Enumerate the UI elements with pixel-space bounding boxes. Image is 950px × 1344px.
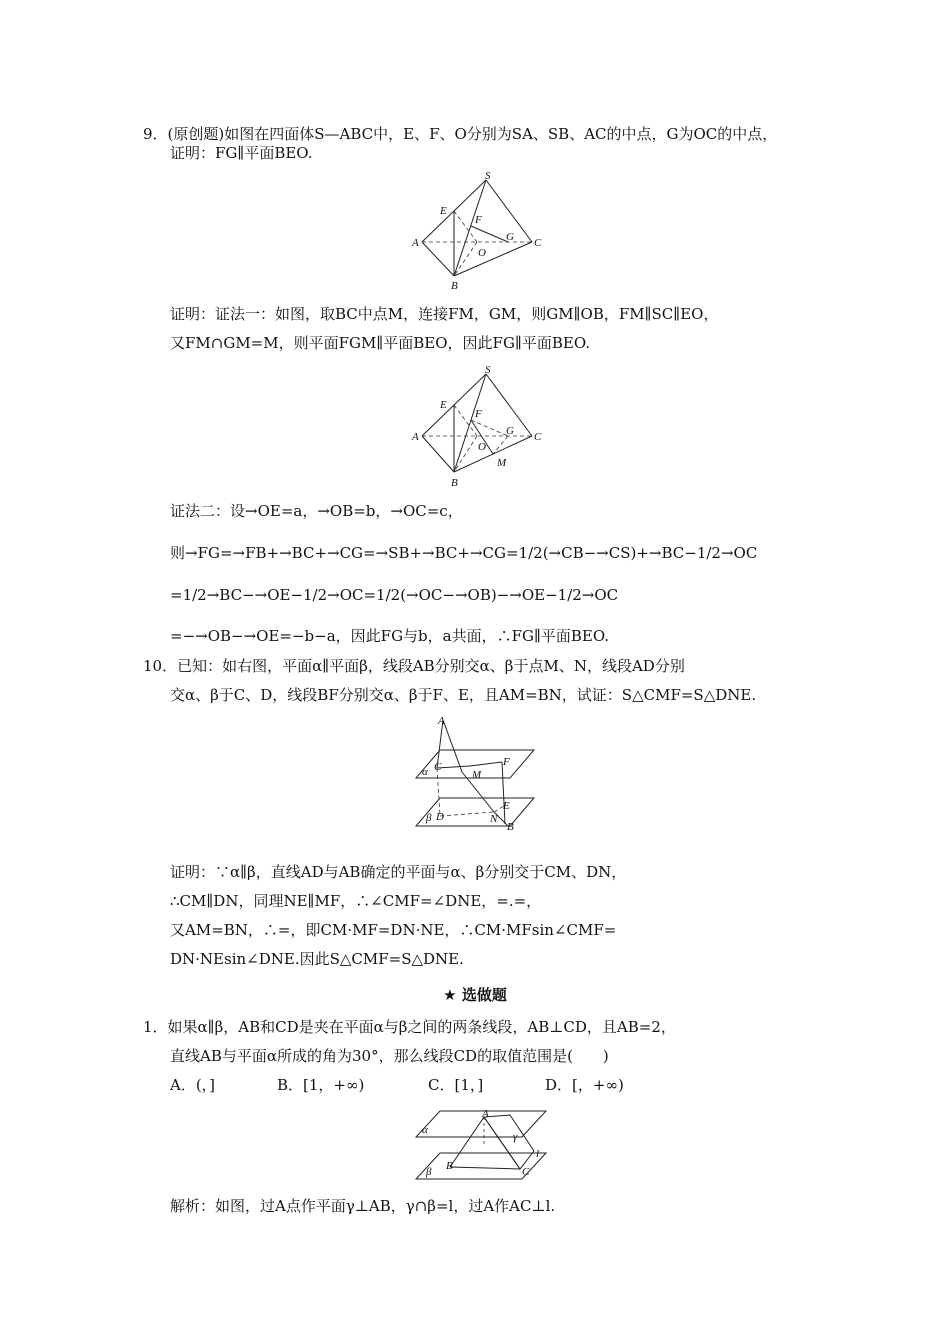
x1-statement-line2: 直线AB与平面α所成的角为30°，那么线段CD的取值范围是( )	[170, 1047, 609, 1065]
figx1-label-B: B	[446, 1160, 453, 1172]
fig10-label-A: A	[438, 715, 445, 727]
fig1-label-B: B	[451, 280, 458, 292]
fig2-label-O: O	[478, 441, 486, 453]
fig10-label-D: D	[436, 811, 444, 823]
q9-proof1-line1: 证明：证法一：如图，取BC中点M，连接FM，GM，则GM∥OB，FM∥SC∥EO，	[170, 305, 719, 323]
figx1-label-beta: β	[426, 1166, 432, 1178]
q9-tetrahedron-figure-with-M	[405, 362, 555, 490]
figx1-label-gamma: γ	[513, 1131, 518, 1143]
fig1-label-E: E	[440, 205, 447, 217]
q9-tetrahedron-figure	[405, 168, 555, 293]
q9-proof2-line3: =1/2→BC−→OE−1/2→OC=1/2(→OC−→OB)−→OE−1/2→OC	[170, 586, 619, 604]
q10-statement-line1: 10．已知：如右图，平面α∥平面β，线段AB分别交α、β于点M、N，线段AD分别	[143, 657, 685, 675]
q10-proof-line3: 又AM=BN，∴=，即CM·MF=DN·NE，∴CM·MFsin∠CMF=	[170, 921, 617, 939]
q10-proof-line1: 证明：∵α∥β，直线AD与AB确定的平面与α、β分别交于CM、DN，	[170, 863, 627, 881]
fig2-label-C: C	[534, 431, 542, 443]
x1-option-d: D．[，+∞)	[545, 1076, 624, 1094]
fig10-label-B: B	[507, 821, 514, 830]
q9-statement-line2: 证明：FG∥平面BEO.	[170, 144, 313, 162]
q9-statement-line1: 9．(原创题)如图在四面体S—ABC中，E、F、O分别为SA、SB、AC的中点，G为OC的中点，	[143, 125, 778, 143]
q9-proof1-line2: 又FM∩GM=M，则平面FGM∥平面BEO，因此FG∥平面BEO.	[170, 334, 591, 352]
fig2-label-S: S	[485, 364, 491, 376]
fig1-label-S: S	[485, 170, 491, 182]
fig2-label-M: M	[497, 457, 507, 469]
q10-statement-line2: 交α、β于C、D，线段BF分别交α、β于F、E，且AM=BN，试证：S△CMF=S△DNE.	[170, 686, 757, 704]
fig1-label-A: A	[412, 237, 419, 249]
q9-proof2-line1: 证法二：设→OE=a，→OB=b，→OC=c，	[170, 502, 463, 520]
fig2-label-F: F	[475, 408, 482, 420]
q10-parallel-planes-figure	[410, 712, 540, 830]
fig2-label-B: B	[451, 477, 458, 489]
fig1-label-O: O	[478, 247, 486, 259]
x1-statement-line1: 1．如果α∥β，AB和CD是夹在平面α与β之间的两条线段，AB⊥CD，且AB=2，	[143, 1018, 676, 1036]
fig2-label-E: E	[440, 399, 447, 411]
fig10-label-N: N	[490, 813, 498, 825]
fig10-label-beta: β	[426, 812, 432, 824]
x1-option-a: A．(，]	[170, 1076, 216, 1094]
x1-option-c: C．[1，]	[428, 1076, 484, 1094]
fig10-label-C: C	[434, 761, 442, 773]
q9-proof2-line4: =−→OB−→OE=−b−a，因此FG与b，a共面，∴FG∥平面BEO.	[170, 627, 610, 645]
q10-proof-line2: ∴CM∥DN，同理NE∥MF，∴∠CMF=∠DNE，=.=，	[170, 892, 542, 910]
section-title-optional: ★ 选做题	[443, 986, 507, 1004]
fig10-label-E: E	[503, 800, 510, 812]
q9-proof2-line2: 则→FG=→FB+→BC+→CG=→SB+→BC+→CG=1/2(→CB−→CS)+→BC−1/2→OC	[170, 544, 758, 562]
figx1-label-C: C	[522, 1166, 530, 1178]
figx1-label-l: l	[536, 1148, 540, 1160]
fig1-label-F: F	[475, 214, 482, 226]
fig2-label-G: G	[506, 425, 514, 437]
figx1-label-A: A	[482, 1108, 489, 1120]
x1-planes-figure	[410, 1105, 550, 1185]
fig1-label-G: G	[506, 231, 514, 243]
fig10-label-M: M	[472, 769, 482, 781]
fig2-label-A: A	[412, 431, 419, 443]
q10-proof-line4: DN·NEsin∠DNE.因此S△CMF=S△DNE.	[170, 950, 464, 968]
fig10-label-F: F	[503, 756, 510, 768]
fig10-label-alpha: α	[422, 766, 428, 778]
figx1-label-alpha: α	[422, 1124, 428, 1136]
x1-analysis-line: 解析：如图，过A点作平面γ⊥AB，γ∩β=l，过A作AC⊥l.	[170, 1197, 556, 1215]
x1-option-b: B．[1，+∞)	[277, 1076, 365, 1094]
fig1-label-C: C	[534, 237, 542, 249]
